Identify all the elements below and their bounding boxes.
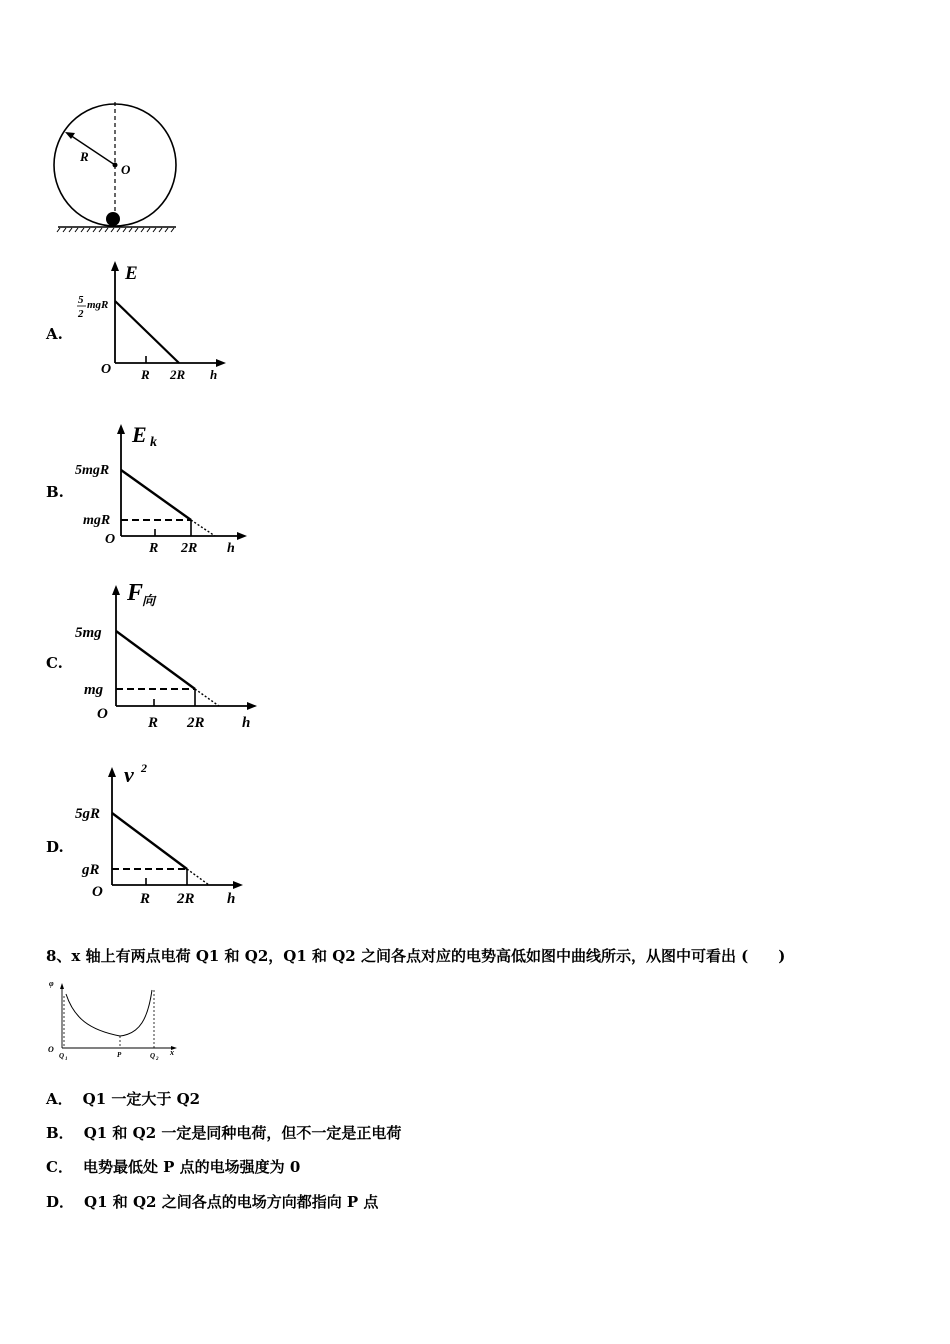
y0-label: 5mgR (75, 463, 110, 478)
q2-subscript: 2 (156, 1057, 159, 1062)
potential-graph (44, 978, 194, 1063)
y1-label: mg (84, 682, 104, 698)
answer-b (46, 1122, 401, 1143)
x-axis-label: x (170, 1048, 174, 1057)
tick-r-label: R (148, 715, 159, 731)
y0-label: mgR (87, 299, 109, 311)
y-axis-subscript: k (150, 435, 157, 450)
q2-label: Q (150, 1052, 156, 1060)
x-axis-label: h (210, 367, 218, 382)
option-d-graph (75, 757, 255, 912)
tick-2r-label: 2R (181, 541, 198, 556)
answer-c (46, 1156, 300, 1177)
x-axis-label: h (227, 541, 235, 556)
answer-d-text: Q1 和 Q2 之间各点的电场方向都指向 P 点 (84, 1193, 379, 1211)
answer-c-letter: C． (46, 1158, 73, 1176)
tick-2r-label: 2R (170, 367, 186, 382)
tick-2r-label: 2R (187, 715, 205, 731)
y1-label: mgR (83, 513, 111, 528)
origin-label: O (48, 1045, 54, 1054)
option-c-graph (75, 575, 265, 735)
option-a-letter: A. (46, 325, 63, 343)
option-d-letter: D. (46, 838, 64, 856)
answer-a-letter: A． (46, 1090, 73, 1108)
y-axis-label: F (127, 580, 144, 606)
y0-denominator: 2 (78, 308, 84, 320)
origin-label: O (92, 884, 103, 900)
x-axis-label: h (227, 891, 236, 907)
y-axis-label: v (124, 762, 134, 787)
y-axis-superscript: 2 (141, 761, 147, 775)
option-c-letter: C. (46, 654, 63, 672)
y1-label: gR (82, 862, 100, 878)
answer-d-letter: D． (46, 1193, 75, 1211)
answer-a-text: Q1 一定大于 Q2 (82, 1090, 201, 1108)
origin-label: O (97, 706, 108, 722)
origin-label: O (105, 532, 116, 547)
y0-label: 5gR (75, 806, 101, 822)
answer-b-text: Q1 和 Q2 一定是同种电荷，但不一定是正电荷 (83, 1124, 402, 1142)
center-label: O (121, 162, 131, 177)
question-8-text: 8、x 轴上有两点电荷 Q1 和 Q2，Q1 和 Q2 之间各点对应的电势高低如图中曲线所示，从图中可看出 ( ) (46, 947, 786, 965)
y-axis-subscript: 向 (142, 593, 156, 608)
phi-axis-label: φ (49, 979, 54, 988)
y-axis-label: E (125, 263, 138, 284)
radius-label: R (80, 149, 89, 164)
y0-label: 5mg (75, 625, 102, 641)
q1-label: Q (59, 1052, 65, 1060)
answer-c-text: 电势最低处 P 点的电场强度为 0 (82, 1158, 301, 1176)
tick-r-label: R (141, 367, 150, 382)
origin-label: O (101, 362, 112, 377)
answer-a (46, 1088, 200, 1109)
x-axis-label: h (242, 715, 251, 731)
q1-subscript: 1 (65, 1057, 68, 1062)
p-label: P (117, 1051, 122, 1059)
option-b-graph (75, 420, 255, 560)
tick-r-label: R (149, 541, 159, 556)
answer-b-letter: B． (46, 1124, 74, 1142)
circle-figure (50, 95, 190, 240)
option-a-graph (75, 255, 235, 385)
y-axis-label: E (132, 422, 147, 447)
answer-d (46, 1191, 378, 1212)
tick-2r-label: 2R (177, 891, 195, 907)
y0-numerator: 5 (78, 294, 84, 306)
option-b-letter: B. (46, 483, 64, 501)
tick-r-label: R (140, 891, 151, 907)
